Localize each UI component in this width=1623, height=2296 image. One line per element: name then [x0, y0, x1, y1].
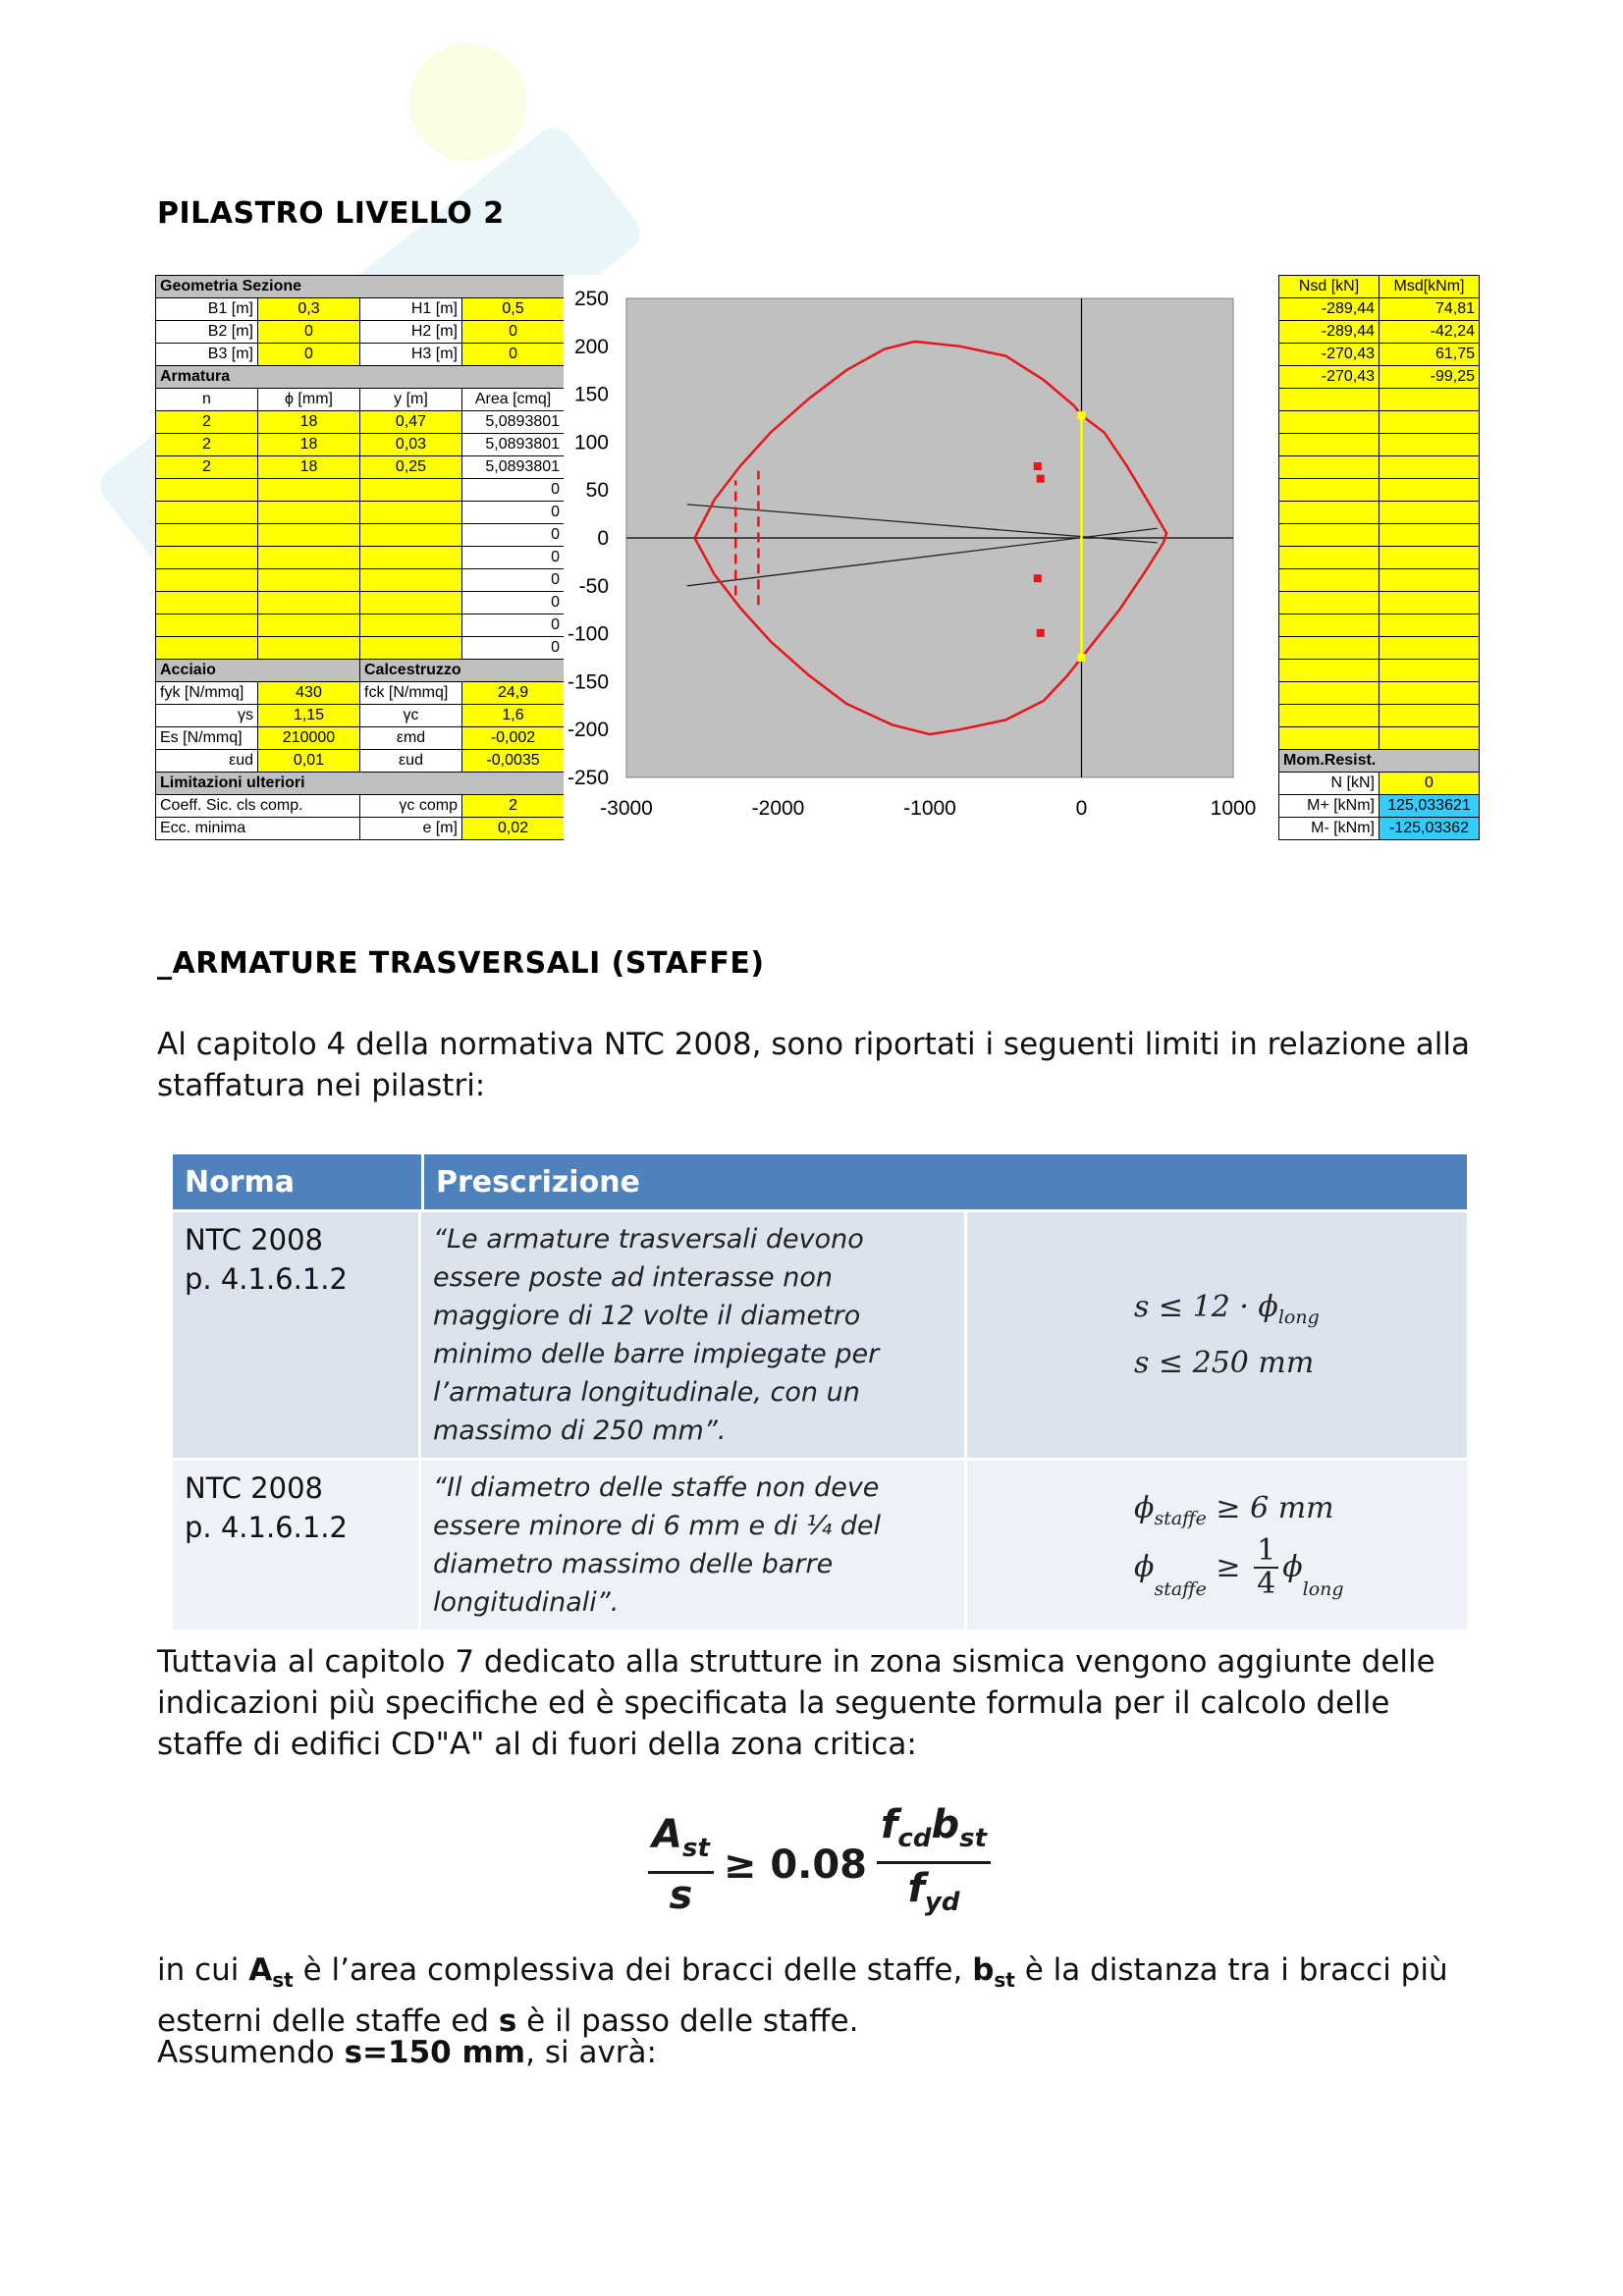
- y-tick-label: -100: [567, 622, 609, 646]
- table-row: B3 [m] 0 H3 [m] 0: [156, 344, 565, 366]
- armatura-row: 0: [156, 524, 565, 547]
- table-row: NTC 2008 p. 4.1.6.1.2 “Il diametro delle staffe non deve essere minore di 6 mm e di ¼ del diametro massimo delle barre longitudinali”. $\phi_{staffe} \ge 6$ mm ϕ $_{staffe}$ ≥ $\frac{1}{4}$ ϕ $_{long}$: [173, 1458, 1467, 1629]
- loads-columns: Nsd [kN] Msd[kNm]: [1279, 276, 1480, 298]
- table-row: Es [N/mmq] 210000 εmd -0,002: [156, 727, 565, 750]
- armatura-header: Armatura: [156, 366, 565, 389]
- armatura-row: 0: [156, 569, 565, 592]
- axis-marker: [1078, 654, 1086, 662]
- load-row: [1279, 524, 1480, 547]
- x-tick-label: -2000: [751, 797, 805, 820]
- paragraph-cap7: Tuttavia al capitolo 7 dedicato alla strutture in zona sismica vengono aggiunte delle indicazioni più specifiche ed è specificata la seguente formula per il calcolo delle staffe di edifici CD"A" al di fuori della zona critica:: [157, 1644, 1435, 1762]
- intro-paragraph: Al capitolo 4 della normativa NTC 2008, sono riportati i seguenti limiti in relazione alla staffatura nei pilastri:: [157, 1027, 1470, 1103]
- load-row: [1279, 502, 1480, 524]
- load-row: -289,44 74,81: [1279, 298, 1480, 321]
- armatura-row: 0: [156, 637, 565, 660]
- calcestruzzo-header: Calcestruzzo: [360, 660, 565, 682]
- armatura-row: 2 18 0,47 5,0893801: [156, 411, 565, 434]
- load-row: [1279, 411, 1480, 434]
- armatura-row: 0: [156, 614, 565, 637]
- load-row: [1279, 479, 1480, 502]
- paragraph-assumption: Assumendo s=150 mm, si avrà:: [157, 2035, 657, 2070]
- x-tick-label: 0: [1075, 797, 1088, 820]
- table-row: NTC 2008 p. 4.1.6.1.2 “Le armature trasversali devono essere poste ad interasse non maggiore di 12 volte il diametro minimo delle barre impiegate per l’armatura longitudinale, con un massimo di 250 mm”. $s \le 12 \cdot \phi_{long}$ s ≤ 250 mm: [173, 1209, 1467, 1458]
- geometria-header: Geometria Sezione: [156, 276, 565, 298]
- armatura-row: 0: [156, 592, 565, 614]
- table-row: B1 [m] 0,3 H1 [m] 0,5: [156, 298, 565, 321]
- armatura-row: 0: [156, 479, 565, 502]
- prescription-table: [173, 1154, 1467, 1629]
- data-point: [1037, 475, 1045, 483]
- axis-marker: [1078, 411, 1086, 419]
- y-tick-label: 0: [597, 527, 609, 550]
- page-title: PILASTRO LIVELLO 2: [157, 196, 505, 231]
- momres-header: Mom.Resist.: [1279, 750, 1480, 773]
- table-row: fyk [N/mmq] 430 fck [N/mmq] 24,9: [156, 682, 565, 705]
- y-tick-label: 250: [573, 288, 609, 310]
- paragraph-definitions: in cui $A_{st}$ è l’area complessiva dei bracci delle staffe, $b_{st}$ è la distanza tra i bracci più esterni delle staffe ed s è il passo delle staffe.: [157, 1952, 1448, 2040]
- prescription-formula: $\phi_{staffe} \ge 6$ mm ϕ $_{staffe}$ ≥ $\frac{1}{4}$ ϕ $_{long}$: [967, 1458, 1467, 1629]
- table-row: Coeff. Sic. cls comp. γc comp 2: [156, 795, 565, 818]
- y-tick-label: -150: [567, 670, 609, 694]
- armatura-row: 0: [156, 547, 565, 569]
- prescription-text: “Le armature trasversali devono essere poste ad interasse non maggiore di 12 volte il diametro minimo delle barre impiegate per l’armatura longitudinale, con un massimo di 250 mm”.: [421, 1209, 967, 1458]
- load-row: [1279, 637, 1480, 660]
- load-row: [1279, 389, 1480, 411]
- x-tick-label: -1000: [903, 797, 956, 820]
- y-tick-label: 100: [573, 431, 609, 454]
- loads-sheet: [1278, 275, 1479, 840]
- section-heading: _ARMATURE TRASVERSALI (STAFFE): [157, 946, 765, 981]
- stirrup-formula: $A_{st}$ s ≥ 0.08 $f_{cd}b_{st}$ $f_{yd}$: [648, 1802, 991, 1927]
- load-row: [1279, 456, 1480, 479]
- column-header-norma: Norma: [173, 1154, 421, 1209]
- data-point: [1034, 574, 1042, 582]
- load-row: [1279, 705, 1480, 727]
- armatura-row: 2 18 0,03 5,0893801: [156, 434, 565, 456]
- y-tick-label: 150: [573, 383, 609, 406]
- y-tick-label: -250: [567, 767, 609, 789]
- y-tick-label: 200: [573, 335, 609, 358]
- y-tick-label: -50: [578, 574, 609, 598]
- input-sheet: [155, 275, 564, 840]
- load-row: [1279, 614, 1480, 637]
- load-row: [1279, 682, 1480, 705]
- load-row: [1279, 434, 1480, 456]
- table-row: Ecc. minima e [m] 0,02: [156, 818, 565, 840]
- load-row: -270,43 61,75: [1279, 344, 1480, 366]
- interaction-domain-chart: [564, 275, 1276, 860]
- table-row: B2 [m] 0 H2 [m] 0: [156, 321, 565, 344]
- column-header-prescrizione: Prescrizione: [421, 1154, 1467, 1209]
- data-point: [1034, 462, 1042, 470]
- table-row: M+ [kNm] 125,033621: [1279, 795, 1480, 818]
- y-tick-label: -200: [567, 719, 609, 742]
- y-tick-label: 50: [585, 479, 609, 503]
- prescription-text: “Il diametro delle staffe non deve essere minore di 6 mm e di ¼ del diametro massimo delle barre longitudinali”.: [421, 1458, 967, 1629]
- load-row: [1279, 660, 1480, 682]
- table-row: N [kN] 0: [1279, 773, 1480, 795]
- load-row: -289,44 -42,24: [1279, 321, 1480, 344]
- armatura-columns: n ϕ [mm] y [m] Area [cmq]: [156, 389, 565, 411]
- table-row: εud 0,01 εud -0,0035: [156, 750, 565, 773]
- limitazioni-header: Limitazioni ulteriori: [156, 773, 565, 795]
- load-row: [1279, 592, 1480, 614]
- acciaio-header: Acciaio: [156, 660, 360, 682]
- table-row: γs 1,15 γc 1,6: [156, 705, 565, 727]
- load-row: -270,43 -99,25: [1279, 366, 1480, 389]
- armatura-row: 2 18 0,25 5,0893801: [156, 456, 565, 479]
- prescription-formula: $s \le 12 \cdot \phi_{long}$ s ≤ 250 mm: [967, 1209, 1467, 1458]
- data-point: [1037, 629, 1045, 637]
- x-tick-label: -3000: [600, 797, 653, 820]
- x-tick-label: 1000: [1210, 797, 1257, 820]
- armatura-row: 0: [156, 502, 565, 524]
- table-row: M- [kNm] -125,03362: [1279, 818, 1480, 840]
- load-row: [1279, 569, 1480, 592]
- load-row: [1279, 727, 1480, 750]
- load-row: [1279, 547, 1480, 569]
